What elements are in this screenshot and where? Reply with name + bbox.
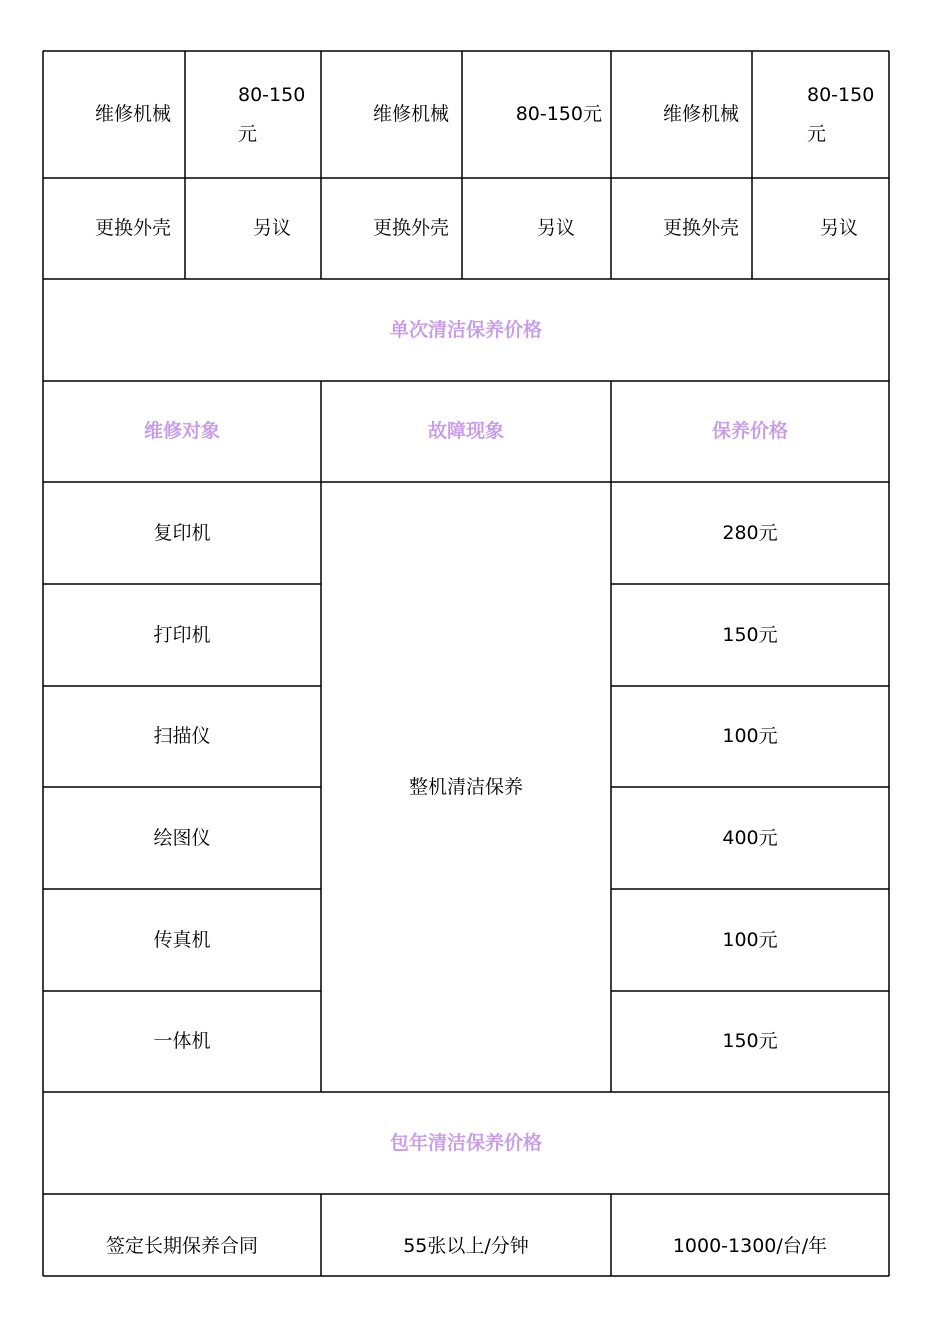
table-cell xyxy=(462,51,611,178)
table-cell xyxy=(43,51,185,178)
table-row-object xyxy=(43,889,321,991)
service-merged-cell xyxy=(321,482,611,1092)
annual-contract-cell xyxy=(43,1194,321,1276)
object-text: 复印机 xyxy=(153,521,211,544)
object-text: 绘图仪 xyxy=(153,826,211,849)
header-text: 保养价格 xyxy=(711,420,788,442)
section-title-text: 包年清洁保养价格 xyxy=(389,1131,542,1154)
table-cell xyxy=(321,178,462,279)
cell-text: 另议 xyxy=(252,217,291,239)
annual-speed-cell xyxy=(321,1194,611,1276)
contract-text: 签定长期保养合同 xyxy=(105,1234,258,1257)
table-cell xyxy=(611,51,752,178)
price-text: 150元 xyxy=(722,623,778,646)
table-row-object xyxy=(43,686,321,787)
price-text: 400元 xyxy=(722,826,778,849)
annual-price-text: 1000-1300/台/年 xyxy=(672,1234,828,1257)
price-text: 150元 xyxy=(722,1030,778,1052)
table-cell xyxy=(752,51,889,178)
table-row-price xyxy=(611,991,889,1092)
table-row-object xyxy=(43,991,321,1092)
cell-text: 维修机械 xyxy=(662,103,739,125)
section-title-text: 单次清洁保养价格 xyxy=(389,318,542,341)
cell-text: 更换外壳 xyxy=(94,217,171,239)
price-text: 280元 xyxy=(722,521,778,544)
table-cell xyxy=(462,178,611,279)
table-cell xyxy=(185,51,321,178)
price-text: 100元 xyxy=(722,928,778,951)
header-text: 维修对象 xyxy=(143,420,220,442)
cell-text: 80-150元 xyxy=(238,83,306,145)
table-row-object xyxy=(43,584,321,686)
service-text: 整机清洁保养 xyxy=(408,775,523,798)
speed-text: 55张以上/分钟 xyxy=(403,1234,529,1257)
cell-text: 维修机械 xyxy=(94,103,171,125)
section-title-annual xyxy=(43,1092,889,1194)
table-cell xyxy=(321,51,462,178)
table-row-price xyxy=(611,889,889,991)
cell-text: 更换外壳 xyxy=(662,217,739,239)
annual-price-cell xyxy=(611,1194,889,1276)
cell-text: 另议 xyxy=(536,217,575,239)
table-cell xyxy=(611,178,752,279)
cell-text: 80-150元 xyxy=(807,83,875,145)
header-text: 故障现象 xyxy=(427,420,504,442)
object-text: 打印机 xyxy=(153,623,211,646)
table-cell xyxy=(185,178,321,279)
object-text: 扫描仪 xyxy=(153,725,211,747)
column-header-symptom xyxy=(321,381,611,482)
column-header-price xyxy=(611,381,889,482)
table-row-price xyxy=(611,584,889,686)
table-cell xyxy=(43,178,185,279)
cell-text: 维修机械 xyxy=(372,103,449,125)
table-row-price xyxy=(611,686,889,787)
price-text: 100元 xyxy=(722,725,778,747)
column-header-object xyxy=(43,381,321,482)
table-cell xyxy=(752,178,889,279)
table-row-price xyxy=(611,482,889,584)
cell-text: 更换外壳 xyxy=(372,217,449,239)
section-title-single xyxy=(43,279,889,381)
table-row-price xyxy=(611,787,889,889)
cell-text: 另议 xyxy=(819,217,858,239)
object-text: 一体机 xyxy=(153,1030,211,1052)
table-row-object xyxy=(43,787,321,889)
table-row-object xyxy=(43,482,321,584)
object-text: 传真机 xyxy=(153,928,211,951)
cell-text: 80-150元 xyxy=(515,103,602,125)
